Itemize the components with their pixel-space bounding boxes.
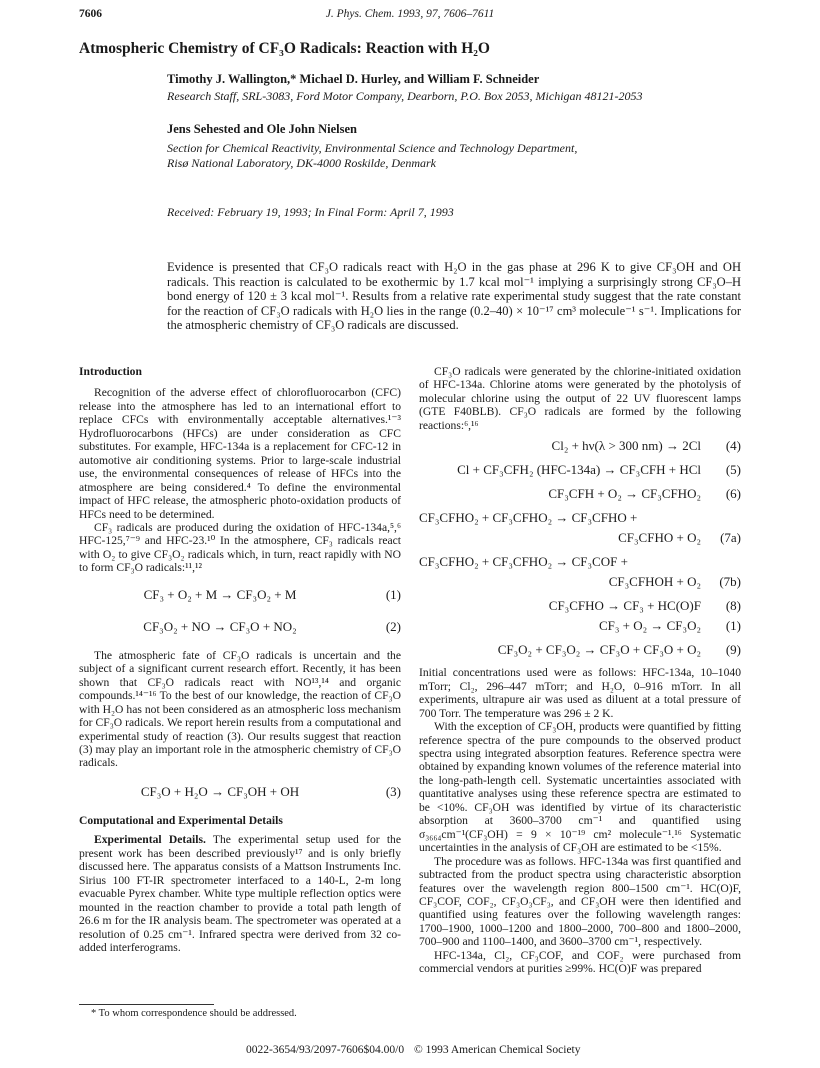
equation-3-number: (3) [385, 783, 401, 799]
introduction-heading: Introduction [79, 365, 142, 378]
equation-7a-expression-1: CF₃CFHO₂ + CF₃CFHO₂ → CF₃CFHO + [419, 510, 638, 526]
equation-1-repeat-number: (1) [725, 618, 741, 634]
equation-1 [79, 585, 401, 605]
equation-9-expression: CF₃O₂ + CF₃O₂ → CF₃O + CF₃O + O₂ [497, 642, 701, 658]
equation-7a-expression-2: CF₃CFHO + O₂ [618, 530, 701, 546]
author-block-2 [167, 122, 741, 171]
equation-2-number: (2) [385, 618, 401, 634]
equation-8-number: (8) [725, 598, 741, 614]
equation-7b-expression-2: CF₃CFHOH + O₂ [608, 574, 701, 590]
article-code: 0022-3654/93/2097-7606$04.00/0 [246, 1044, 405, 1056]
equation-1-repeat [419, 616, 741, 636]
equation-8 [419, 596, 741, 616]
affiliation-riso-line1: Section for Chemical Reactivity, Environmental Science and Technology Department, [167, 141, 578, 155]
experimental-details-paragraph [79, 833, 401, 954]
abstract: Evidence is presented that CF₃O radicals react with H₂O in the gas phase at 296 K to give CF₃OH and OH radicals. This reaction is calculated to be exothermic by 1.7 kcal mol⁻¹ implying a surprisingly strong CF₃O–H bond energy of 120 ± 3 kcal mol⁻¹. Results from a relative rate experimental study suggest that the rate constant for the reaction of CF₃O radicals with H₂O lies in the range (0.2–40) × 10⁻¹⁷ cm³ molecule⁻¹ s⁻¹. Implications for the atmospheric chemistry of CF₃O radicals are discussed. [167, 260, 741, 333]
equation-7b-line-1 [419, 552, 741, 572]
equation-1-expression: CF₃ + O₂ + M → CF₃O₂ + M [143, 586, 297, 602]
equation-5 [419, 460, 741, 480]
equation-7a-line-1 [419, 508, 741, 528]
experimental-details-lead: Experimental Details. [94, 833, 206, 847]
authors-ford: Timothy J. Wallington,* Michael D. Hurley, and William F. Schneider [167, 72, 540, 86]
author-block-1 [167, 72, 741, 104]
equation-4-number: (4) [725, 438, 741, 454]
equation-5-expression: Cl + CF₃CFH₂ (HFC-134a) → CF₃CFH + HCl [457, 462, 701, 478]
copyright: © 1993 American Chemical Society [414, 1044, 581, 1056]
equation-2 [79, 617, 401, 637]
right-column [419, 365, 741, 976]
equation-4 [419, 436, 741, 456]
equation-9 [419, 640, 741, 660]
equation-8-expression: CF₃CFHO → CF₃ + HC(O)F [548, 598, 701, 614]
journal-reference-text: J. Phys. Chem. 1993, 97, 7606–7611 [325, 8, 495, 20]
equation-7b-number: (7b) [719, 574, 741, 590]
footnote-rule [79, 1004, 214, 1005]
intro-paragraph-1: Recognition of the adverse effect of chlorofluorocarbon (CFC) release into the atmosphere has led to an international effort to replace CFCs with environmentally acceptable alternatives.¹⁻³ Hydrofluorocarbons (HFCs) are under consideration as CFC substitutes. For example, HFC-134a is a replacement for CFC-12 in automotive air conditioning systems. Prior to large-scale industrial use, the environmental consequences of release of HFCs into the atmosphere are being considered.⁴ To define the environmental impact of HFC release, the atmospheric photo-oxidation products of HFCs need to be determined. [79, 386, 401, 521]
left-column [79, 365, 401, 954]
computational-heading: Computational and Experimental Details [79, 813, 283, 827]
experimental-details-text: The experimental setup used for the present work has been described previously¹⁷ and is only briefly discussed here. The apparatus consists of a Mattson Instruments Inc. Sirius 100 FT-IR spectrometer interfaced to a 140-L, 2-m long evacuable Pyrex chamber. White type multiple reflection optics were mounted in the reaction chamber to provide a total path length of 26.6 m for the IR analysis beam. The spectrometer was operated at a resolution of 0.25 cm⁻¹. Infrared spectra were derived from 32 co-added interferograms. [79, 833, 401, 954]
equation-6-expression: CF₃CFH + O₂ → CF₃CFHO₂ [548, 486, 701, 502]
equation-4-expression: Cl₂ + hν(λ > 300 nm) → 2Cl [551, 438, 701, 454]
affiliation-ford: Research Staff, SRL-3083, Ford Motor Company, Dearborn, P.O. Box 2053, Michigan 48121-2053 [167, 89, 643, 103]
right-paragraph-3: With the exception of CF₃OH, products were quantified by fitting reference spectra of the pure compounds to the observed product spectra using integrated absorption features. Reference spectra were obtained by expanding known volumes of the reference material into the long-path-length cell. Systematic uncertainties associated with quantitative analyses using these reference spectra are estimated to be <10%. CF₃OH was identified by virtue of its characteristic absorption at 3600–3700 cm⁻¹ and quantified using σ₃₆₆₄cm⁻¹(CF₃OH) = 9 × 10⁻¹⁹ cm² molecule⁻¹.¹⁶ Systematic uncertainties in the analysis of CF₃OH are estimated to be <15%. [419, 720, 741, 855]
running-header [79, 8, 741, 24]
right-paragraph-4: The procedure was as follows. HFC-134a was first quantified and subtracted from the product spectra using characteristic absorption features over the wavelength region 800–1500 cm⁻¹. HC(O)F, CF₃COF, COF₂, CF₃O₃CF₃, and CF₃OH were then identified and quantified using features over the following wavelength ranges: 1700–1900, 1000–1200 and 1800–2000, 700–800 and 1800–2000, 700–900 and 1100–1400, and 3600–3700 cm⁻¹, respectively. [419, 854, 741, 949]
affiliation-riso-line2: Risø National Laboratory, DK-4000 Roskilde, Denmark [167, 156, 436, 170]
journal-reference [79, 8, 741, 20]
equation-9-number: (9) [725, 642, 741, 658]
intro-paragraph-3: The atmospheric fate of CF₃O radicals is uncertain and the subject of a significant current research effort. Recently, it has been shown that CF₃O radicals react with NO¹³,¹⁴ and organic compounds.¹⁴⁻¹⁶ To the best of our knowledge, the reaction of CF₃O with H₂O has not been considered as an atmospheric loss mechanism for CF₃O radicals. We report herein results from a computational and experimental study of reaction (3). Our results suggest that reaction (3) may play an important role in the atmospheric chemistry of CF₃O radicals. [79, 648, 401, 770]
article-title: Atmospheric Chemistry of CF₃O Radicals: Reaction with H₂O [79, 40, 490, 57]
equation-7a-line-2 [419, 528, 741, 548]
intro-paragraph-2: CF₃ radicals are produced during the oxidation of HFC-134a,⁵,⁶ HFC-125,⁷⁻⁹ and HFC-23.¹⁰ In the atmosphere, CF₃ radicals react with O₂ to give CF₃O₂ radicals which, in turn, react rapidly with NO to form CF₃O radicals:¹¹,¹² [79, 520, 401, 575]
equation-6 [419, 484, 741, 504]
right-paragraph-2: Initial concentrations used were as follows: HFC-134a, 10–1040 mTorr; Cl₂, 296–447 mTorr; and H₂O, 0–916 mTorr. In all experiments, ultrapure air was used as diluent at a total pressure of 700 Torr. The temperature was 296 ± 2 K. [419, 666, 741, 720]
right-paragraph-1: CF₃O radicals were generated by the chlorine-initiated oxidation of HFC-134a. Chlorine atoms were generated by the photolysis of molecular chlorine using the output of 22 UV fluorescent lamps (GTE F40BLB). CF₃O radicals are formed by the following reactions:⁶,¹⁶ [419, 365, 741, 432]
equation-6-number: (6) [725, 486, 741, 502]
equation-7b-expression-1: CF₃CFHO₂ + CF₃CFHO₂ → CF₃COF + [419, 554, 628, 570]
received-dates: Received: February 19, 1993; In Final Form: April 7, 1993 [167, 205, 454, 219]
page-number: 7606 [79, 8, 102, 20]
equation-1-repeat-expression: CF₃ + O₂ → CF₃O₂ [598, 618, 701, 634]
equation-5-number: (5) [725, 462, 741, 478]
equation-7b-line-2 [419, 572, 741, 592]
footnote: * To whom correspondence should be addressed. [91, 1008, 297, 1019]
right-paragraph-5: HFC-134a, Cl₂, CF₃COF, and COF₂ were purchased from commercial vendors at purities ≥99%. HC(O)F was prepared [419, 948, 741, 976]
equation-2-expression: CF₃O₂ + NO → CF₃O + NO₂ [143, 618, 297, 634]
equation-3-expression: CF₃O + H₂O → CF₃OH + OH [140, 783, 300, 799]
equation-1-number: (1) [385, 586, 401, 602]
equation-3 [79, 782, 401, 802]
equation-7a-number: (7a) [720, 530, 741, 546]
authors-riso: Jens Sehested and Ole John Nielsen [167, 122, 357, 136]
